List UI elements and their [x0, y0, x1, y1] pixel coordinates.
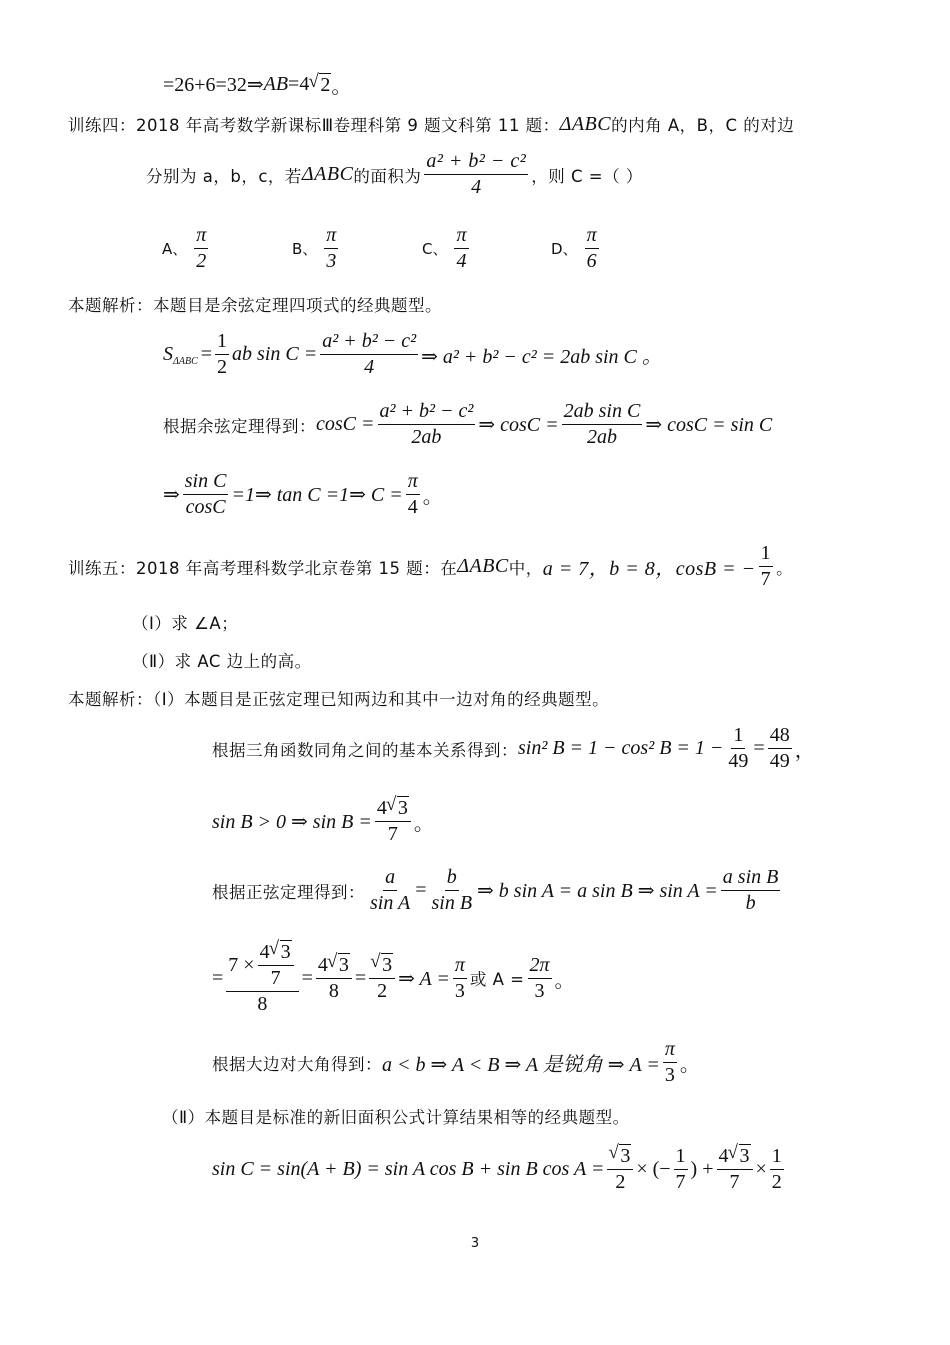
compute-sina-line: = 7 × $\frac{4√ 3}{7}$ 8 = $\frac{4√ 3}{8}$ = √ $\frac{3}{2}$ ⇒ A = $\frac{\pi}{3}$ 或 A = $\frac{2\pi}{3}$ 。 [212, 940, 575, 1016]
sinc-line: sin C = sin(A + B) = sin A cos B + sin B cos A = √ $\frac{3}{2}$ × (− $\frac{1}{7}$ ) + $\frac{4√ 3}{7}$ × $\frac{1}{2}$ [212, 1144, 787, 1194]
acute-angle-line: 根据大边对大角得到： a < b ⇒ A < B ⇒ A 是锐角 ⇒ A = $\frac{\pi}{3}$ 。 [212, 1038, 700, 1086]
equation-ab-result: =26+6=32⇒ AB =4 √ 2 。 [163, 70, 351, 99]
solution-1-header: 本题解析：本题目是余弦定理四项式的经典题型。 [68, 296, 442, 315]
option-a: A、 $\frac{\pi}{2}$ [162, 224, 207, 272]
sine-rule-line: 根据正弦定理得到： $\frac{a}{\text{sin A}}$ = $\frac{b}{\text{sin B}}$ ⇒ b sin A = a sin B ⇒ sin A = $\frac{\text{a sin B}}{b}$ [212, 866, 779, 914]
area-fraction: $\frac{\text{a² + b² − c²}}{4}$ [426, 150, 527, 198]
answer-2-header: （Ⅱ）本题目是标准的新旧面积公式计算结果相等的经典题型。 [162, 1108, 630, 1127]
answer-1-header: 本题解析：（Ⅰ）本题目是正弦定理已知两边和其中一边对角的经典题型。 [68, 690, 610, 709]
option-b: B、 $\frac{\pi}{3}$ [292, 224, 337, 272]
area-equation: S ΔABC = $\frac{1}{2}$ ab sin C = $\frac{\text{a² + b² − c²}}{4}$ ⇒ a² + b² − c² = 2ab sin C 。 [163, 330, 662, 378]
question-1: （Ⅰ）求 ∠A； [132, 614, 239, 633]
cosine-rule-line: 根据余弦定理得到： cosC = $\frac{\text{a² + b² − c²}}{2ab}$ ⇒ cosC = $\frac{\text{2ab sin C}}{2ab}$ ⇒ cosC = sin C [163, 400, 773, 448]
option-c: C、 $\frac{\pi}{4}$ [422, 224, 467, 272]
question-2: （Ⅱ）求 AC 边上的高。 [132, 652, 312, 671]
option-d: D、 $\frac{\pi}{6}$ [551, 224, 597, 272]
eq-text: =4 [288, 73, 310, 95]
training-4-line2: 分别为 a，b，c，若 ΔABC 的面积为 $\frac{\text{a² + b² − c²}}{4}$ ，则 C =（ ） [146, 150, 643, 198]
training-4-title: 训练四：2018 年高考数学新课标Ⅲ卷理科第 9 题文科第 11 题： ΔABC 的内角 A，B，C 的对边 [68, 112, 795, 135]
eq-ab: AB [263, 73, 289, 95]
sin-squared-line: 根据三角函数同角之间的基本关系得到： sin² B = 1 − cos² B = 1 − $\frac{1}{49}$ = $\frac{48}{49}$ ， [212, 724, 815, 772]
eq-text: =26+6=32⇒ [163, 74, 264, 96]
training-5-title: 训练五：2018 年高考理科数学北京卷第 15 题：在 ΔABC 中， a = 7，b = 8，cosB = − $\frac{1}{7}$ 。 [68, 542, 794, 590]
sqrt-2: √ 2 [309, 73, 331, 97]
sinb-line: sin B > 0 ⇒ sin B = $\frac{4√ 3}{7}$ 。 [212, 796, 434, 846]
tan-line: ⇒ $\frac{\text{sin C}}{\cos C}$ =1⇒ tan C =1⇒ C = $\frac{\pi}{4}$ 。 [163, 470, 443, 518]
page-number: 3 [470, 1236, 480, 1251]
